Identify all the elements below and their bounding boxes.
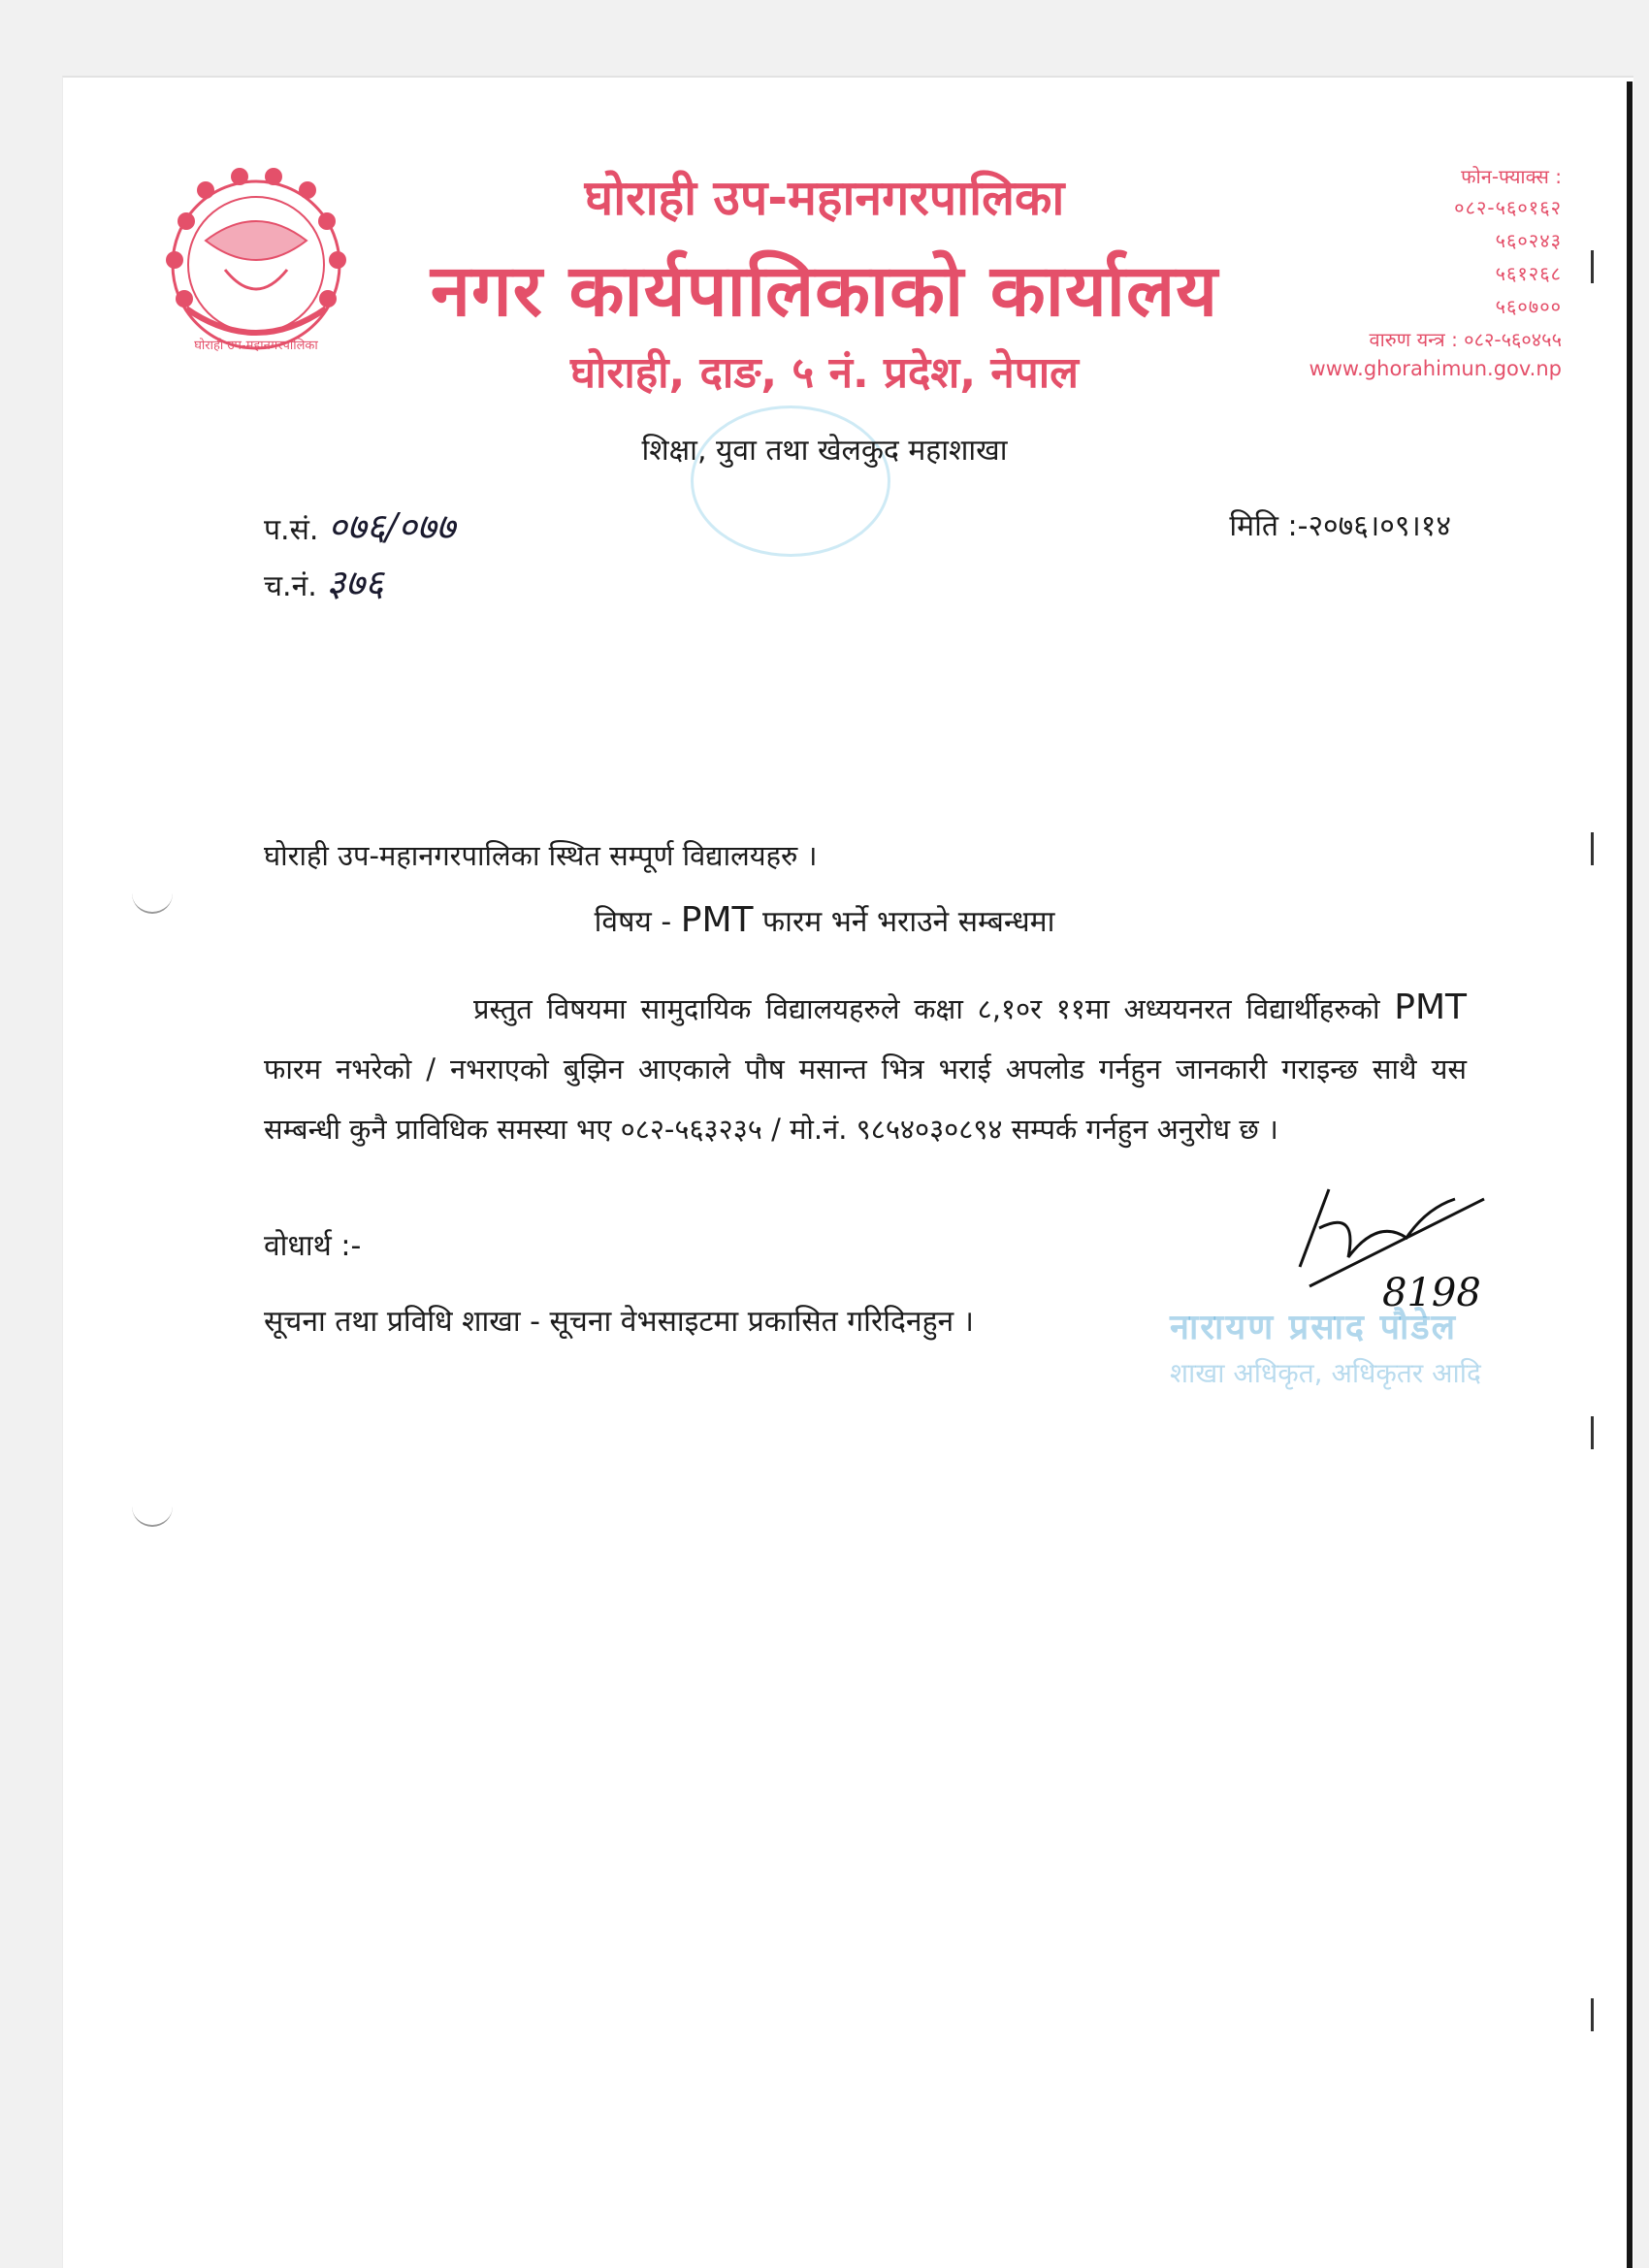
- paragraph-part-2: फारम नभरेको / नभराएको बुझिन आएकाले पौष मसान्त भित्र भराई अपलोड गर्नहुन जानकारी गराइन्छ साथै यस सम्बन्धी कुनै प्राविधिक समस्या भए ०८२-५६३२३५ / मो.नं. ९८५४०३०८९४ सम्पर्क गर्नहुन अनुरोध छ ।: [264, 1053, 1467, 1146]
- subject-prefix: विषय -: [594, 905, 672, 939]
- scan-edge-line: [1627, 81, 1633, 2268]
- scan-mark: [1591, 250, 1594, 283]
- cn-label: च.नं.: [264, 569, 317, 603]
- recipient-line: घोराही उप-महानगरपालिका स्थित सम्पूर्ण विद्यालयहरु ।: [264, 839, 818, 872]
- cc-label: वोधार्थ :-: [264, 1229, 362, 1263]
- letter-body-paragraph: [264, 978, 1467, 1159]
- office-name: नगर कार्यपालिकाको कार्यालय: [430, 249, 1219, 333]
- division-name: शिक्षा, युवा तथा खेलकुद महाशाखा: [641, 434, 1008, 468]
- paragraph-part-1: प्रस्तुत विषयमा सामुदायिक विद्यालयहरुले कक्षा ८,१०र ११मा अध्ययनरत विद्यार्थीहरुको: [473, 992, 1380, 1025]
- dispatch-number: [264, 557, 384, 607]
- signatory-stamp-title: शाखा अधिकृत, अधिकृतर आदि: [1170, 1357, 1481, 1389]
- cn-value: ३७६: [326, 562, 384, 604]
- handwritten-signature: [1290, 1180, 1494, 1315]
- subject-line: [0, 900, 1649, 940]
- phone-number: ५६०२४३: [1495, 229, 1562, 252]
- emblem-caption: घोराही उप-महानगरपालिका: [194, 339, 318, 353]
- website-link[interactable]: www.ghorahimun.gov.np: [1309, 357, 1562, 380]
- municipality-name: घोराही उप-महानगरपालिका: [584, 170, 1065, 226]
- letter-date: मिति :-२०७६।०९।१४: [1229, 509, 1451, 543]
- cc-recipient: सूचना तथा प्रविधि शाखा - सूचना वेभसाइटमा प्रकासित गरिदिनहुन ।: [264, 1305, 975, 1339]
- letter-sheet: [62, 76, 1633, 2268]
- scan-mark: [1591, 1998, 1594, 2031]
- ps-value: ०७६/०७७: [327, 505, 456, 548]
- signature-number: 8198: [1382, 1271, 1481, 1315]
- office-address: घोराही, दाङ, ५ नं. प्रदेश, नेपाल: [569, 348, 1080, 398]
- phone-number: ५६१२६८: [1495, 262, 1562, 285]
- scan-mark: [1591, 1416, 1594, 1449]
- subject-text: फारम भर्ने भराउने सम्बन्धमा: [762, 905, 1055, 939]
- fax-number: वारुण यन्त्र : ०८२-५६०४५५: [1369, 328, 1562, 351]
- subject-pmt: PMT: [680, 900, 754, 940]
- paragraph-pmt: PMT: [1394, 988, 1467, 1027]
- ps-label: प.सं.: [264, 513, 319, 547]
- phone-number: ०८२-५६०१६२: [1454, 196, 1562, 219]
- phone-fax-label: फोन-फ्याक्स :: [1461, 165, 1562, 188]
- scan-mark: [1591, 832, 1594, 865]
- signatory-stamp-name: नारायण प्रसाद पौडेल: [1170, 1308, 1458, 1347]
- phone-number: ५६०७००: [1495, 295, 1562, 318]
- reference-number: [264, 501, 455, 551]
